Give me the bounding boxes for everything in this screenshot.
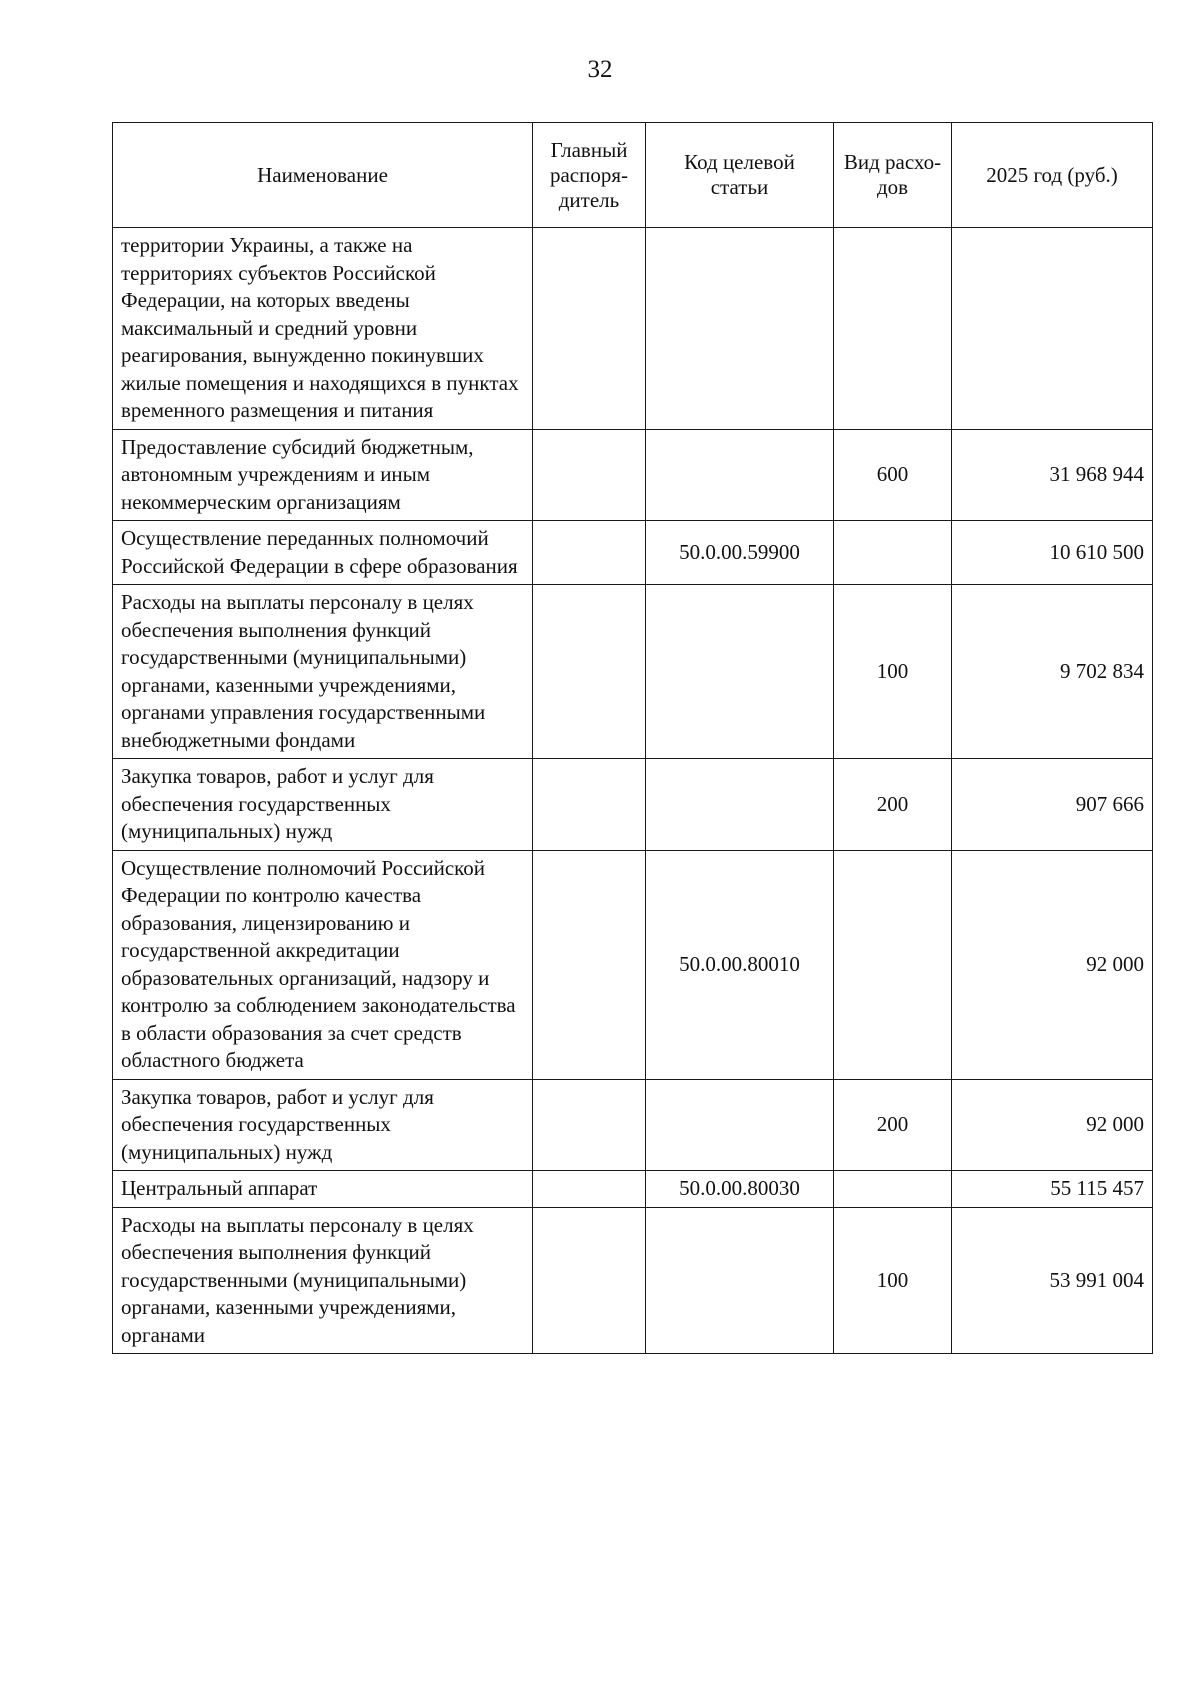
row-amount: 92 000 bbox=[952, 1079, 1153, 1171]
row-name: Предоставление субсидий бюджетным, автономным учреждениям и иным некоммерческим организациям bbox=[113, 429, 533, 521]
row-name: Расходы на выплаты персоналу в целях обеспечения выполнения функций государственными (муниципальными) органами, казенными учреждениями, органами управления государственными внебюджетными фондами bbox=[113, 585, 533, 759]
row-kind: 200 bbox=[834, 1079, 952, 1171]
row-kind: 100 bbox=[834, 1207, 952, 1354]
row-name: Центральный аппарат bbox=[113, 1171, 533, 1208]
row-grbs bbox=[533, 759, 646, 851]
row-grbs bbox=[533, 1079, 646, 1171]
row-code: 50.0.00.59900 bbox=[646, 521, 834, 585]
row-name: Расходы на выплаты персоналу в целях обеспечения выполнения функций государственными (муниципальными) органами, казенными учреждениями, органами bbox=[113, 1207, 533, 1354]
row-name: территории Украины, а также на территориях субъектов Российской Федерации, на которых введены максимальный и средний уровни реагирования, вынужденно покинувших жилые помещения и находящихся в пунктах временного размещения и питания bbox=[113, 228, 533, 430]
row-grbs bbox=[533, 585, 646, 759]
row-name: Осуществление переданных полномочий Российской Федерации в сфере образования bbox=[113, 521, 533, 585]
table-row bbox=[113, 228, 1153, 430]
row-code bbox=[646, 429, 834, 521]
table-row bbox=[113, 521, 1153, 585]
row-code bbox=[646, 1207, 834, 1354]
row-grbs bbox=[533, 1207, 646, 1354]
row-code: 50.0.00.80030 bbox=[646, 1171, 834, 1208]
row-amount: 55 115 457 bbox=[952, 1171, 1153, 1208]
row-name: Закупка товаров, работ и услуг для обеспечения государственных (муниципальных) нужд bbox=[113, 759, 533, 851]
table-row bbox=[113, 1171, 1153, 1208]
row-kind bbox=[834, 1171, 952, 1208]
row-code bbox=[646, 759, 834, 851]
header-kind: Вид расхо-дов bbox=[834, 123, 952, 228]
header-grbs: Главный распоря-дитель bbox=[533, 123, 646, 228]
row-name: Закупка товаров, работ и услуг для обеспечения государственных (муниципальных) нужд bbox=[113, 1079, 533, 1171]
page-number: 32 bbox=[587, 56, 613, 83]
row-grbs bbox=[533, 429, 646, 521]
table-header-row bbox=[113, 123, 1153, 228]
header-code: Код целевой статьи bbox=[646, 123, 834, 228]
table-row bbox=[113, 585, 1153, 759]
row-amount: 10 610 500 bbox=[952, 521, 1153, 585]
row-amount: 907 666 bbox=[952, 759, 1153, 851]
row-grbs bbox=[533, 1171, 646, 1208]
row-amount: 92 000 bbox=[952, 850, 1153, 1079]
row-kind bbox=[834, 228, 952, 430]
table-row bbox=[113, 850, 1153, 1079]
header-name: Наименование bbox=[113, 123, 533, 228]
row-name: Осуществление полномочий Российской Федерации по контролю качества образования, лицензированию и государственной аккредитации образовательных организаций, надзору и контролю за соблюдением законодательства в области образования за счет средств областного бюджета bbox=[113, 850, 533, 1079]
row-kind: 600 bbox=[834, 429, 952, 521]
row-code bbox=[646, 1079, 834, 1171]
row-amount bbox=[952, 228, 1153, 430]
row-code bbox=[646, 228, 834, 430]
row-amount: 53 991 004 bbox=[952, 1207, 1153, 1354]
table-row bbox=[113, 759, 1153, 851]
row-code: 50.0.00.80010 bbox=[646, 850, 834, 1079]
budget-table bbox=[112, 122, 1153, 1354]
row-kind: 100 bbox=[834, 585, 952, 759]
row-grbs bbox=[533, 521, 646, 585]
row-kind bbox=[834, 850, 952, 1079]
table-row bbox=[113, 1207, 1153, 1354]
row-amount: 9 702 834 bbox=[952, 585, 1153, 759]
header-amount: 2025 год (руб.) bbox=[952, 123, 1153, 228]
row-kind bbox=[834, 521, 952, 585]
row-amount: 31 968 944 bbox=[952, 429, 1153, 521]
row-kind: 200 bbox=[834, 759, 952, 851]
row-grbs bbox=[533, 850, 646, 1079]
row-code bbox=[646, 585, 834, 759]
table-row bbox=[113, 429, 1153, 521]
row-grbs bbox=[533, 228, 646, 430]
table-row bbox=[113, 1079, 1153, 1171]
